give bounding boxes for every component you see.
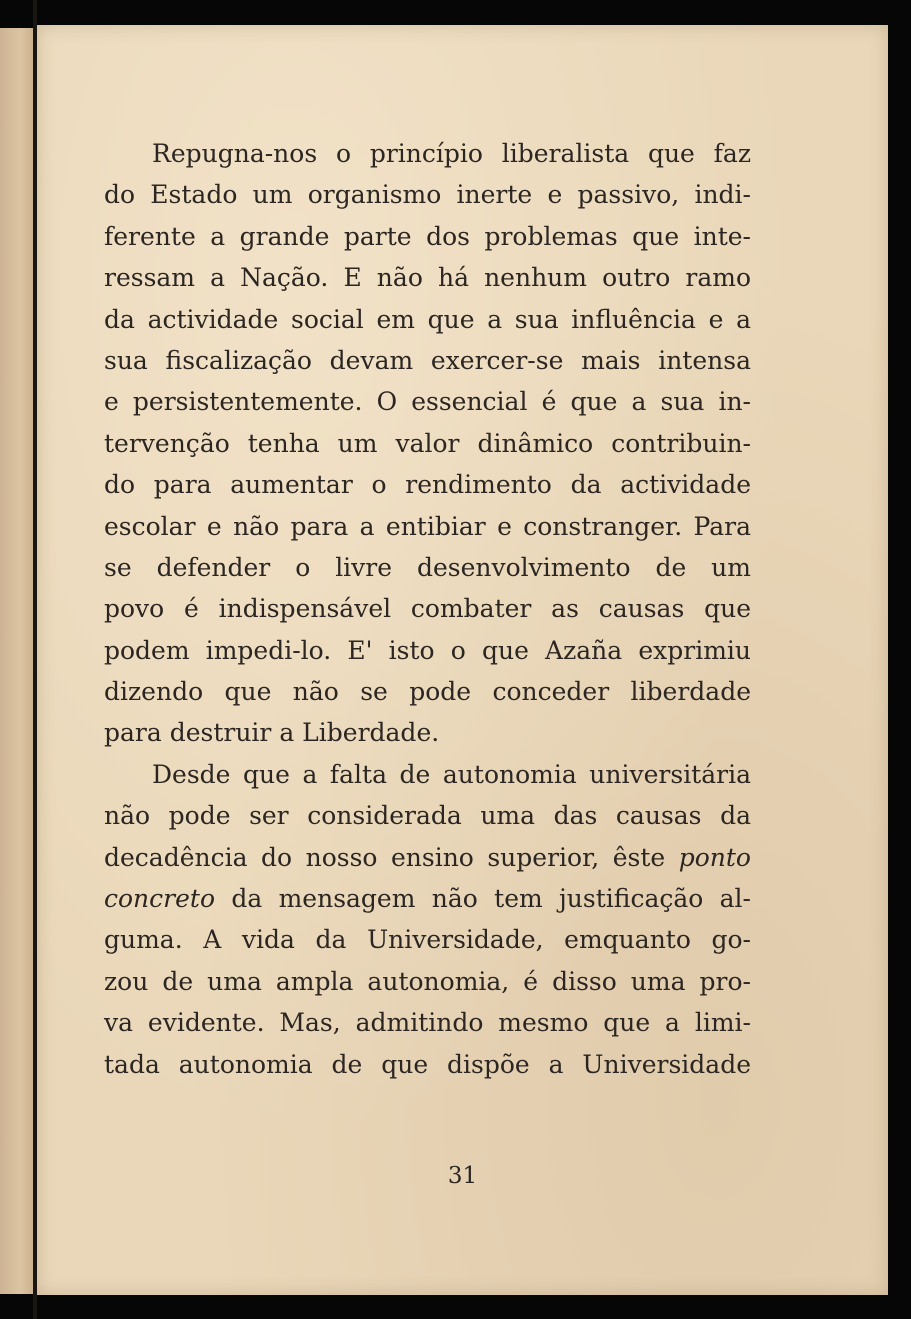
text-line: se defender o livre desenvolvimento de um [104,552,751,582]
text-line: tada autonomia de que dispõe a Universidade [104,1049,751,1079]
page-number: 31 [447,1163,478,1189]
text-line-with-italic [104,837,751,878]
text-line: escolar e não para a entibiar e constranger. Para [104,511,751,541]
text-line: não pode ser considerada uma das causas da [104,801,751,831]
text-line: podem impedi-lo. E' isto o que Azaña exprimiu [104,635,751,665]
text-line: ressam a Nação. E não há nenhum outro ramo [104,263,751,293]
text-line-with-italic [104,878,751,919]
body-text [104,133,751,1085]
text-line: Desde que a falta de autonomia universitária [152,759,751,789]
text-line: guma. A vida da Universidade, emquanto go- [104,925,751,955]
text-line: e persistentemente. O essencial é que a sua in- [104,387,751,417]
text-line: zou de uma ampla autonomia, é disso uma pro- [104,966,751,996]
text-line: sua fiscalização devam exercer-se mais intensa [104,345,751,375]
text-line: da actividade social em que a sua influência e a [104,304,751,334]
text-line: va evidente. Mas, admitindo mesmo que a limi- [104,1008,751,1038]
text-line: tervenção tenha um valor dinâmico contribuin- [104,428,751,458]
text-line: do Estado um organismo inerte e passivo, indi- [104,180,751,210]
italic-phrase: concreto [104,884,215,914]
paragraph-1 [104,133,751,754]
text-line: do para aumentar o rendimento da actividade [104,470,751,500]
book-page [37,25,888,1295]
text-line: ferente a grande parte dos problemas que inte- [104,221,751,251]
italic-phrase: ponto [678,842,751,872]
line-text: decadência do nosso ensino superior, êste [104,842,666,872]
text-line: para destruir a Liberdade. [104,718,440,748]
text-line: povo é indispensável combater as causas que [104,594,751,624]
text-line: dizendo que não se pode conceder liberdade [104,677,751,707]
paragraph-2 [104,754,751,1085]
text-line: Repugna-nos o princípio liberalista que faz [152,139,751,168]
previous-page-edge [0,28,36,1294]
line-text: da mensagem não tem justificação al- [231,884,751,914]
